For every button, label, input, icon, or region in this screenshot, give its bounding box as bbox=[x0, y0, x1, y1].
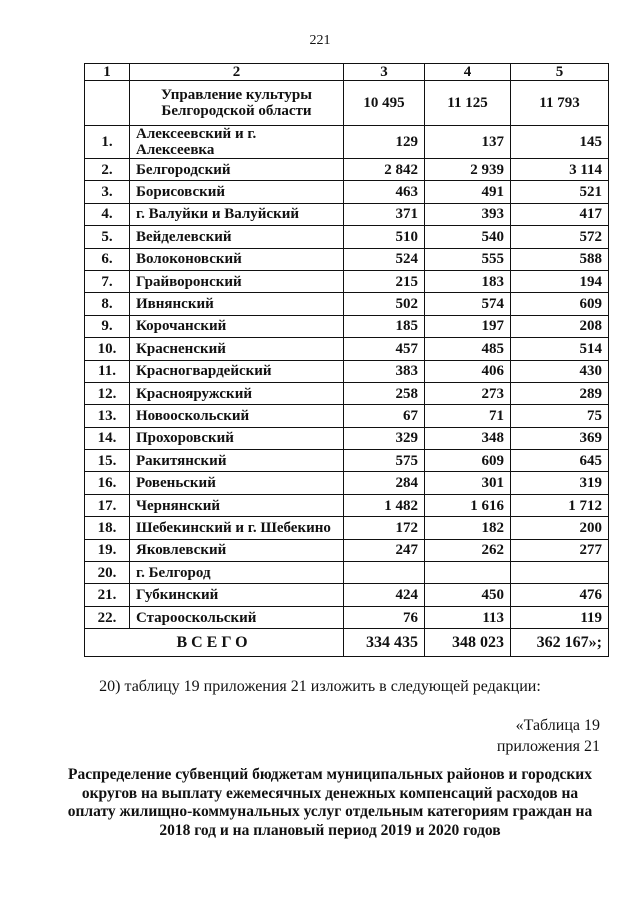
value-2018: 172 bbox=[344, 517, 425, 539]
row-number: 1. bbox=[85, 126, 130, 159]
total-label: ВСЕГО bbox=[85, 629, 344, 657]
value-2020: 430 bbox=[511, 360, 609, 382]
value-2018: 575 bbox=[344, 450, 425, 472]
row-number: 21. bbox=[85, 584, 130, 606]
table-row bbox=[85, 382, 609, 404]
district-name: Белгородский bbox=[130, 159, 344, 181]
district-name: Волоконовский bbox=[130, 248, 344, 270]
total-value: 362 167»; bbox=[511, 629, 609, 657]
value-2019: 1 616 bbox=[425, 494, 511, 516]
value-2019: 393 bbox=[425, 203, 511, 225]
district-name: Яковлевский bbox=[130, 539, 344, 561]
column-header: 4 bbox=[425, 64, 511, 81]
value-2019: 137 bbox=[425, 126, 511, 159]
table-row bbox=[85, 539, 609, 561]
value-2018: 383 bbox=[344, 360, 425, 382]
value-2019: 197 bbox=[425, 315, 511, 337]
value-2018: 457 bbox=[344, 338, 425, 360]
value-2019: 182 bbox=[425, 517, 511, 539]
table-row bbox=[85, 427, 609, 449]
row-number: 4. bbox=[85, 203, 130, 225]
row-number: 16. bbox=[85, 472, 130, 494]
district-name: Шебекинский и г. Шебекино bbox=[130, 517, 344, 539]
value-2020: 521 bbox=[511, 181, 609, 203]
total-value: 334 435 bbox=[344, 629, 425, 657]
table-row bbox=[85, 517, 609, 539]
table-title: Распределение субвенций бюджетам муниципальных районов и городских округов на выплату ежемесячных денежных компенсаций расходов на оплату жилищно-коммунальных услуг отдельным категориям граждан на 2018 год и на плановый период 2019 и 2020 годов bbox=[67, 766, 593, 839]
value-2020: 572 bbox=[511, 226, 609, 248]
table-row bbox=[85, 405, 609, 427]
value-2020: 208 bbox=[511, 315, 609, 337]
table-row bbox=[85, 293, 609, 315]
value-2020: 75 bbox=[511, 405, 609, 427]
table-row bbox=[85, 338, 609, 360]
value-2018 bbox=[344, 562, 425, 584]
value-2020: 417 bbox=[511, 203, 609, 225]
value-2019: 555 bbox=[425, 248, 511, 270]
value-2020: 3 114 bbox=[511, 159, 609, 181]
table-row bbox=[85, 126, 609, 159]
column-header: 3 bbox=[344, 64, 425, 81]
table-row bbox=[85, 494, 609, 516]
district-name: Краснояружский bbox=[130, 382, 344, 404]
value-2020 bbox=[511, 562, 609, 584]
org-value: 11 125 bbox=[425, 81, 511, 126]
district-name: Красненский bbox=[130, 338, 344, 360]
row-number: 7. bbox=[85, 270, 130, 292]
table-label-line2: приложения 21 bbox=[496, 738, 600, 755]
row-number: 3. bbox=[85, 181, 130, 203]
row-number: 14. bbox=[85, 427, 130, 449]
district-name: Ровеньский bbox=[130, 472, 344, 494]
value-2020: 289 bbox=[511, 382, 609, 404]
value-2020: 514 bbox=[511, 338, 609, 360]
row-number: 6. bbox=[85, 248, 130, 270]
table-row bbox=[85, 472, 609, 494]
table-row bbox=[85, 248, 609, 270]
district-name: Алексеевский и г. Алексеевка bbox=[130, 126, 344, 159]
value-2018: 284 bbox=[344, 472, 425, 494]
district-name: Вейделевский bbox=[130, 226, 344, 248]
value-2020: 369 bbox=[511, 427, 609, 449]
district-name: Ивнянский bbox=[130, 293, 344, 315]
district-name: Прохоровский bbox=[130, 427, 344, 449]
district-name: Борисовский bbox=[130, 181, 344, 203]
value-2018: 258 bbox=[344, 382, 425, 404]
row-number: 22. bbox=[85, 606, 130, 628]
district-name: Ракитянский bbox=[130, 450, 344, 472]
page-number: 221 bbox=[309, 33, 331, 48]
row-number: 17. bbox=[85, 494, 130, 516]
row-number: 10. bbox=[85, 338, 130, 360]
value-2019: 273 bbox=[425, 382, 511, 404]
value-2018: 2 842 bbox=[344, 159, 425, 181]
district-name: Корочанский bbox=[130, 315, 344, 337]
value-2020: 588 bbox=[511, 248, 609, 270]
value-2018: 129 bbox=[344, 126, 425, 159]
value-2020: 1 712 bbox=[511, 494, 609, 516]
value-2018: 76 bbox=[344, 606, 425, 628]
table-row bbox=[85, 181, 609, 203]
table-row bbox=[85, 450, 609, 472]
district-name: Красногвардейский bbox=[130, 360, 344, 382]
value-2020: 476 bbox=[511, 584, 609, 606]
table-row bbox=[85, 562, 609, 584]
district-name: Старооскольский bbox=[130, 606, 344, 628]
table-row bbox=[85, 584, 609, 606]
district-name: Чернянский bbox=[130, 494, 344, 516]
value-2019: 450 bbox=[425, 584, 511, 606]
value-2019: 574 bbox=[425, 293, 511, 315]
value-2018: 185 bbox=[344, 315, 425, 337]
value-2018: 247 bbox=[344, 539, 425, 561]
district-name: Губкинский bbox=[130, 584, 344, 606]
table-row bbox=[85, 360, 609, 382]
total-row bbox=[85, 629, 609, 657]
row-number: 12. bbox=[85, 382, 130, 404]
value-2019: 2 939 bbox=[425, 159, 511, 181]
value-2019: 540 bbox=[425, 226, 511, 248]
value-2020: 319 bbox=[511, 472, 609, 494]
value-2018: 1 482 bbox=[344, 494, 425, 516]
value-2018: 215 bbox=[344, 270, 425, 292]
table-row bbox=[85, 315, 609, 337]
column-header: 1 bbox=[85, 64, 130, 81]
value-2020: 200 bbox=[511, 517, 609, 539]
district-name: г. Белгород bbox=[130, 562, 344, 584]
value-2018: 524 bbox=[344, 248, 425, 270]
table-row bbox=[85, 270, 609, 292]
value-2019: 113 bbox=[425, 606, 511, 628]
value-2018: 329 bbox=[344, 427, 425, 449]
district-name: Новооскольский bbox=[130, 405, 344, 427]
value-2019: 301 bbox=[425, 472, 511, 494]
district-name: Грайворонский bbox=[130, 270, 344, 292]
table-row bbox=[85, 226, 609, 248]
column-header: 5 bbox=[511, 64, 609, 81]
value-2018: 463 bbox=[344, 181, 425, 203]
value-2019: 183 bbox=[425, 270, 511, 292]
org-name: Управление культуры Белгородской области bbox=[130, 81, 344, 126]
value-2019: 71 bbox=[425, 405, 511, 427]
value-2020: 119 bbox=[511, 606, 609, 628]
table-header-row bbox=[85, 64, 609, 81]
org-value: 10 495 bbox=[344, 81, 425, 126]
value-2019: 406 bbox=[425, 360, 511, 382]
value-2020: 645 bbox=[511, 450, 609, 472]
row-number: 5. bbox=[85, 226, 130, 248]
table-row bbox=[85, 606, 609, 628]
value-2019: 262 bbox=[425, 539, 511, 561]
row-number: 19. bbox=[85, 539, 130, 561]
value-2020: 609 bbox=[511, 293, 609, 315]
value-2018: 371 bbox=[344, 203, 425, 225]
value-2019: 485 bbox=[425, 338, 511, 360]
value-2018: 502 bbox=[344, 293, 425, 315]
table-row bbox=[85, 159, 609, 181]
org-row bbox=[85, 81, 609, 126]
value-2018: 67 bbox=[344, 405, 425, 427]
row-number: 18. bbox=[85, 517, 130, 539]
total-value: 348 023 bbox=[425, 629, 511, 657]
table-row bbox=[85, 203, 609, 225]
row-number: 2. bbox=[85, 159, 130, 181]
value-2019: 609 bbox=[425, 450, 511, 472]
org-value: 11 793 bbox=[511, 81, 609, 126]
value-2019: 348 bbox=[425, 427, 511, 449]
district-name: г. Валуйки и Валуйский bbox=[130, 203, 344, 225]
row-number: 8. bbox=[85, 293, 130, 315]
value-2019 bbox=[425, 562, 511, 584]
subsidy-table bbox=[84, 63, 609, 657]
row-number: 13. bbox=[85, 405, 130, 427]
row-number: 11. bbox=[85, 360, 130, 382]
row-number: 15. bbox=[85, 450, 130, 472]
value-2018: 510 bbox=[344, 226, 425, 248]
value-2020: 145 bbox=[511, 126, 609, 159]
value-2018: 424 bbox=[344, 584, 425, 606]
column-header: 2 bbox=[130, 64, 344, 81]
value-2020: 194 bbox=[511, 270, 609, 292]
table-label-line1: «Таблица 19 bbox=[515, 717, 600, 734]
row-number: 9. bbox=[85, 315, 130, 337]
value-2020: 277 bbox=[511, 539, 609, 561]
row-number: 20. bbox=[85, 562, 130, 584]
amendment-text: 20) таблицу 19 приложения 21 изложить в следующей редакции: bbox=[99, 678, 541, 695]
value-2019: 491 bbox=[425, 181, 511, 203]
